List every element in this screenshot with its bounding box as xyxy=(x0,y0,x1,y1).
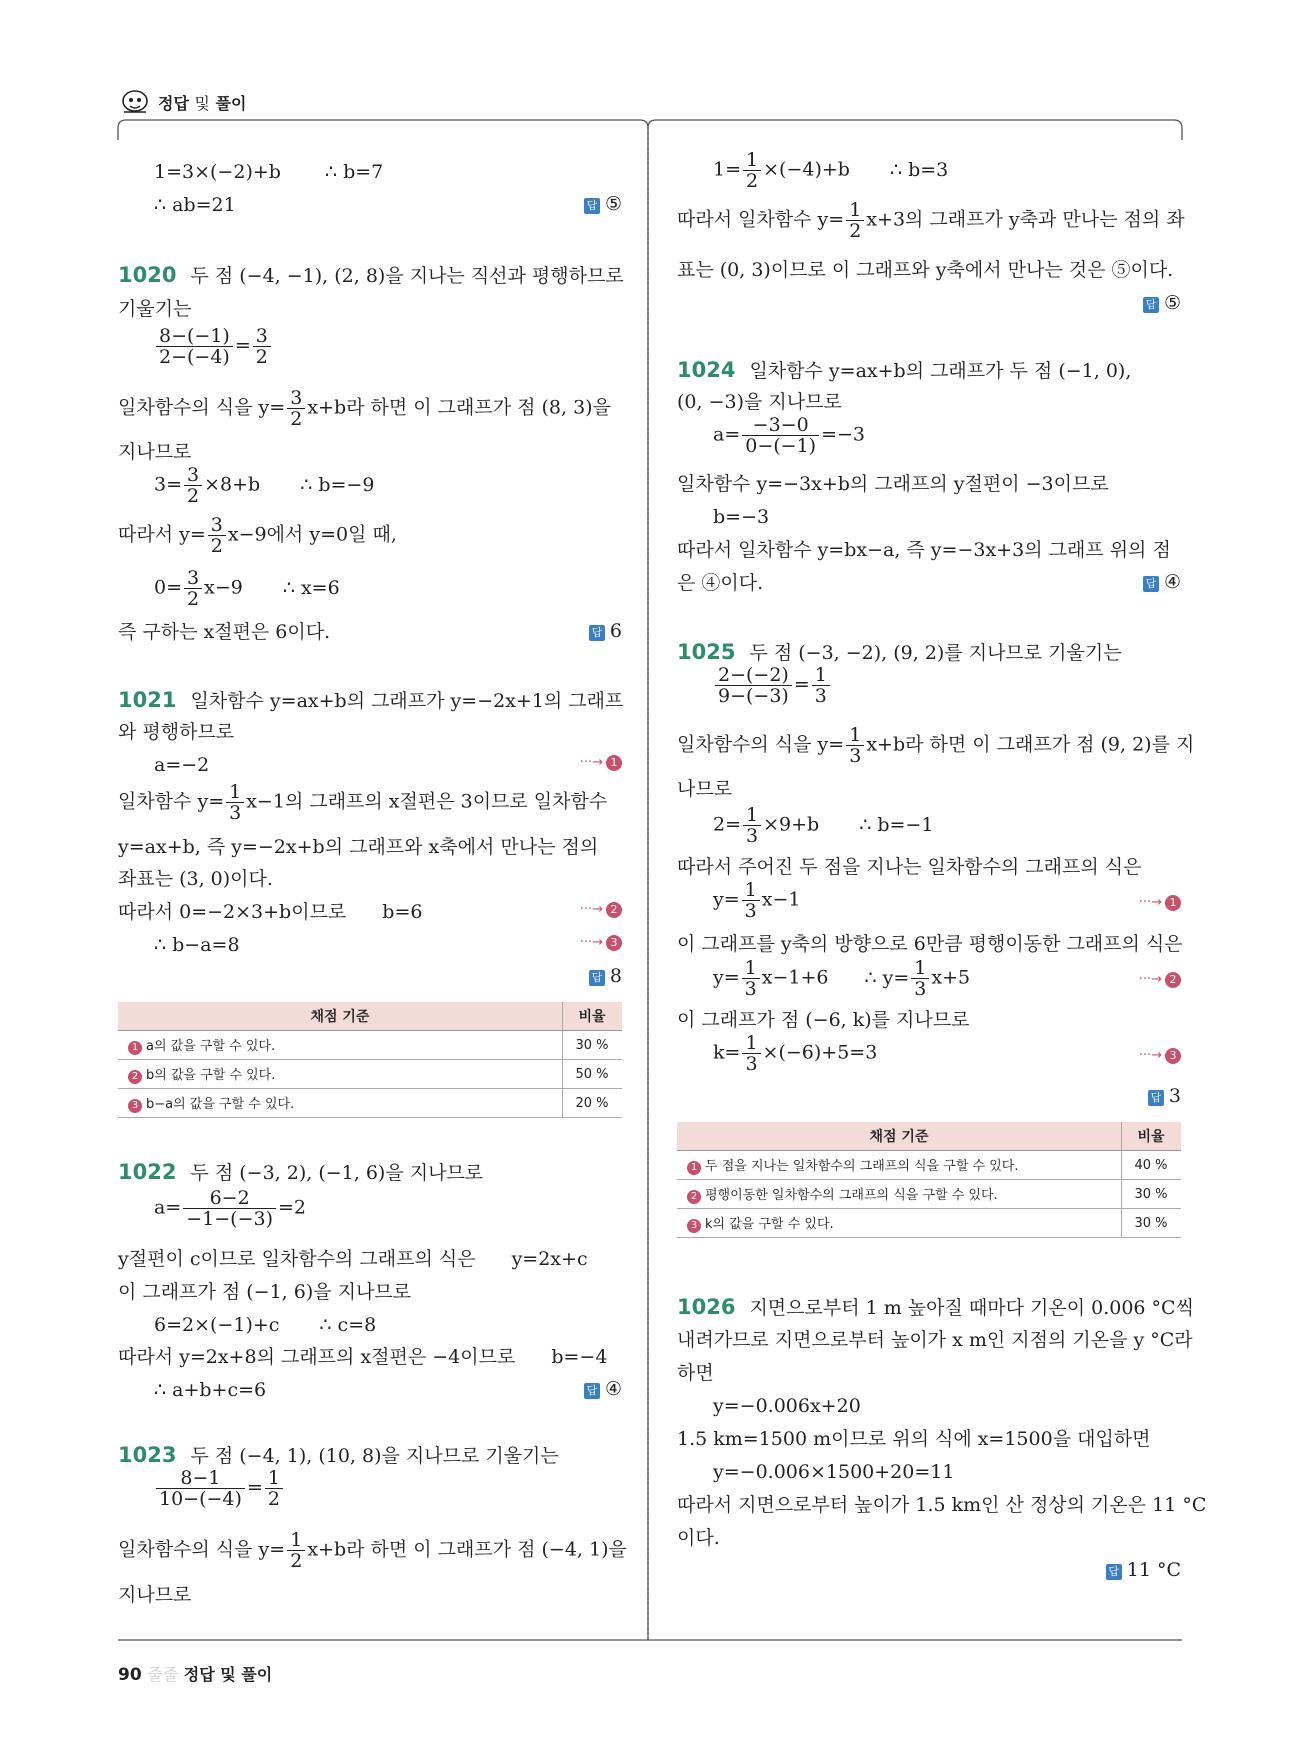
fraction-line: $\frac{2-(-2)}{9-(-3)}$ = $\frac{1}{3}$ xyxy=(713,665,832,706)
problem-1024-title: 1024 일차함수 y=ax+b의 그래프가 두 점 (−1, 0), xyxy=(677,358,1132,382)
text-line: 1= $\frac{1}{2}$ ×(−4)+b ∴ b=3 xyxy=(713,149,949,192)
answer-1025: 답 3 xyxy=(1148,1085,1181,1107)
problem-1021-title: 1021 일차함수 y=ax+b의 그래프가 y=−2x+1의 그래프 xyxy=(118,688,624,712)
text-line: 1.5 km=1500 m이므로 위의 식에 x=1500을 대입하면 xyxy=(677,1428,1151,1450)
fraction-line: $\frac{8-(-1)}{2-(-4)}$ = $\frac{3}{2}$ xyxy=(154,326,273,367)
mascot-icon xyxy=(120,88,150,116)
answer-1022: 답 ④ xyxy=(584,1378,622,1400)
text-line: 이 그래프가 점 (−6, k)를 지나므로 xyxy=(677,1009,970,1031)
answer-1020: 답 6 xyxy=(589,620,622,642)
problem-1020-title: 1020 두 점 (−4, −1), (2, 8)을 지나는 직선과 평행하므로 xyxy=(118,263,624,287)
step-marker-2: ···→ 2 xyxy=(580,902,622,918)
table-row: 1 두 점을 지나는 일차함수의 그래프의 식을 구할 수 있다. 40 % xyxy=(677,1151,1181,1180)
header-title-and: 및 xyxy=(194,93,210,113)
text-line: 표는 (0, 3)이므로 이 그래프와 y축에서 만나는 것은 ⑤이다. xyxy=(677,259,1174,281)
text-line: 지나므로 xyxy=(118,1584,192,1606)
text-line: k= $\frac{1}{3}$ ×(−6)+5=3 xyxy=(713,1032,878,1075)
text-line: 2= $\frac{1}{3}$ ×9+b ∴ b=−1 xyxy=(713,804,934,847)
text-line: 일차함수의 식을 y= $\frac{3}{2}$ x+b라 하면 이 그래프가 점 (8, 3)을 xyxy=(118,387,611,430)
text-line: 이 그래프가 점 (−1, 6)을 지나므로 xyxy=(118,1281,412,1303)
page-number: 90 xyxy=(118,1665,142,1685)
text-line: y= $\frac{1}{3}$ x−1+6 ∴ y= $\frac{1}{3}$ x+5 xyxy=(713,957,971,1000)
footer-watermark: 줄줄 xyxy=(147,1665,179,1684)
table-header: 채점 기준 xyxy=(118,1002,563,1031)
answer-1024: 답 ④ xyxy=(1143,571,1181,593)
page-footer xyxy=(118,1662,272,1685)
text-line: 0= $\frac{3}{2}$ x−9 ∴ x=6 xyxy=(154,567,340,610)
text-line: 지나므로 xyxy=(118,441,192,463)
text-line: y=ax+b, 즉 y=−2x+b의 그래프와 x축에서 만나는 점의 xyxy=(118,836,599,858)
grading-table-1021 xyxy=(118,1002,622,1118)
problem-1022-title: 1022 두 점 (−3, 2), (−1, 6)을 지나므로 xyxy=(118,1160,484,1184)
text-line: a= $\frac{-3-0}{0-(-1)}$ =−3 xyxy=(713,414,866,457)
text-line: 기울기는 xyxy=(118,298,192,320)
text-line: 1=3×(−2)+b ∴ b=7 xyxy=(154,161,384,183)
text-line: 와 평행하므로 xyxy=(118,721,235,743)
text-line: 좌표는 (3, 0)이다. xyxy=(118,868,273,890)
problem-1025-title: 1025 두 점 (−3, −2), (9, 2)를 지나므로 기울기는 xyxy=(677,640,1122,664)
text-line: 6=2×(−1)+c ∴ c=8 xyxy=(154,1314,377,1336)
text-line: 따라서 일차함수 y=bx−a, 즉 y=−3x+3의 그래프 위의 점 xyxy=(677,539,1171,561)
grading-table-1025 xyxy=(677,1122,1181,1238)
problem-1023-title: 1023 두 점 (−4, 1), (10, 8)을 지나므로 기울기는 xyxy=(118,1443,559,1467)
text-line: 따라서 주어진 두 점을 지나는 일차함수의 그래프의 식은 xyxy=(677,856,1142,878)
header-title: 정답 xyxy=(158,93,189,113)
text-line: 은 ④이다. xyxy=(677,572,764,594)
text-line: (0, −3)을 지나므로 xyxy=(677,391,842,413)
text-line: 내려가므로 지면으로부터 높이가 x m인 지점의 기온을 y °C라 xyxy=(677,1329,1193,1351)
footer-title: 정답 및 풀이 xyxy=(183,1665,273,1684)
text-line: 따라서 0=−2×3+b이므로 b=6 xyxy=(118,901,423,923)
table-header: 채점 기준 xyxy=(677,1122,1122,1151)
text-line: 일차함수의 식을 y= $\frac{1}{2}$ x+b라 하면 이 그래프가 점 (−4, 1)을 xyxy=(118,1529,627,1572)
text-line: 나므로 xyxy=(677,778,733,800)
table-header: 비율 xyxy=(1122,1122,1182,1151)
text-line: ∴ a+b+c=6 xyxy=(154,1379,267,1401)
fraction-line: $\frac{8-1}{10-(-4)}$ = $\frac{1}{2}$ xyxy=(154,1468,285,1509)
table-row: 1 a의 값을 구할 수 있다. 30 % xyxy=(118,1031,622,1060)
text-line: 따라서 y= $\frac{3}{2}$ x−9에서 y=0일 때, xyxy=(118,514,397,557)
text-line: 일차함수 y= $\frac{1}{3}$ x−1의 그래프의 x절편은 3이므로 일차함수 xyxy=(118,781,608,824)
text-line: 이 그래프를 y축의 방향으로 6만큼 평행이동한 그래프의 식은 xyxy=(677,933,1183,955)
table-row: 3 k의 값을 구할 수 있다. 30 % xyxy=(677,1209,1181,1238)
text-line: ∴ b−a=8 xyxy=(154,934,240,956)
text-line: 일차함수 y=−3x+b의 그래프의 y절편이 −3이므로 xyxy=(677,473,1109,495)
answer-1023: 답 ⑤ xyxy=(1143,292,1181,314)
step-marker-3: ···→ 3 xyxy=(1139,1048,1181,1064)
text-line: 즉 구하는 x절편은 6이다. xyxy=(118,621,331,643)
table-row: 3 b−a의 값을 구할 수 있다. 20 % xyxy=(118,1089,622,1118)
text-line: 따라서 일차함수 y= $\frac{1}{2}$ x+3의 그래프가 y축과 만나는 점의 좌 xyxy=(677,199,1185,242)
answer-1021: 답 8 xyxy=(589,965,622,987)
text-line: 하면 xyxy=(677,1362,714,1384)
text-line: y=−0.006×1500+20=11 xyxy=(713,1461,955,1483)
text-line: a= $\frac{6-2}{-1-(-3)}$ =2 xyxy=(154,1187,307,1230)
text-line: 따라서 지면으로부터 높이가 1.5 km인 산 정상의 기온은 11 °C xyxy=(677,1494,1207,1516)
text-line: ∴ ab=21 xyxy=(154,194,236,216)
text-line: 따라서 y=2x+8의 그래프의 x절편은 −4이므로 b=−4 xyxy=(118,1346,608,1368)
text-line: 3= $\frac{3}{2}$ ×8+b ∴ b=−9 xyxy=(154,464,375,507)
text-line: 이다. xyxy=(677,1527,720,1549)
text-line: b=−3 xyxy=(713,506,770,528)
step-marker-3: ···→ 3 xyxy=(580,935,622,951)
text-line: y= $\frac{1}{3}$ x−1 xyxy=(713,879,801,922)
header-title-2: 풀이 xyxy=(215,93,247,113)
text-line: y=−0.006x+20 xyxy=(713,1395,861,1417)
step-marker-1: ···→ 1 xyxy=(1139,895,1181,911)
text-line: 일차함수의 식을 y= $\frac{1}{3}$ x+b라 하면 이 그래프가 점 (9, 2)를 지 xyxy=(677,724,1195,767)
answer-1026: 답 11 °C xyxy=(1106,1559,1181,1581)
page-header xyxy=(120,88,246,116)
table-header: 비율 xyxy=(563,1002,623,1031)
table-row: 2 평행이동한 일차함수의 그래프의 식을 구할 수 있다. 30 % xyxy=(677,1180,1181,1209)
text-line: a=−2 xyxy=(154,754,210,776)
step-marker-2: ···→ 2 xyxy=(1139,972,1181,988)
text-line: y절편이 c이므로 일차함수의 그래프의 식은 y=2x+c xyxy=(118,1248,588,1270)
answer-1019: 답 ⑤ xyxy=(584,193,622,215)
table-row: 2 b의 값을 구할 수 있다. 50 % xyxy=(118,1060,622,1089)
problem-1026-title: 1026 지면으로부터 1 m 높아질 때마다 기온이 0.006 °C씩 xyxy=(677,1295,1194,1319)
step-marker-1: ···→ 1 xyxy=(580,755,622,771)
